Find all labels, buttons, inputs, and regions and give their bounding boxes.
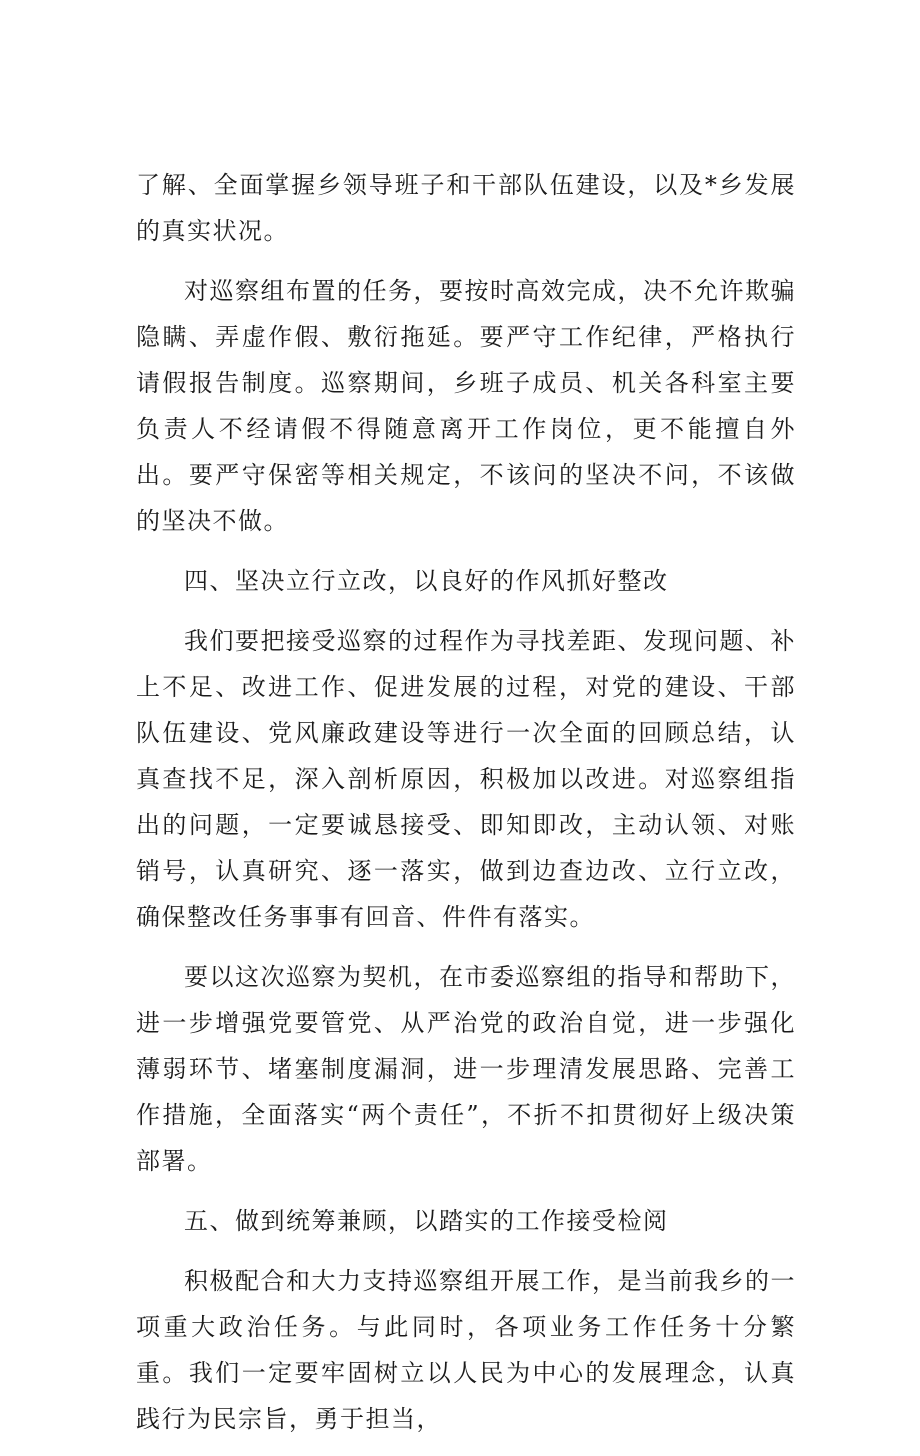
paragraph-rectification: 我们要把接受巡察的过程作为寻找差距、发现问题、补上不足、改进工作、促进发展的过程，对党的建设、干部队伍建设、党风廉政建设等进行一次全面的回顾总结，认真查找不足，深入剖析原因，积极加以改进。对巡察组指出的问题，一定要诚恳接受、即知即改，主动认领、对账销号，认真研究、逐一落实，做到边查边改、立行立改，确保整改任务事事有回音、件件有落实。 <box>136 627 796 931</box>
paragraph-coordination: 积极配合和大力支持巡察组开展工作，是当前我乡的一项重大政治任务。与此同时，各项业务工作任务十分繁重。我们一定要牢固树立以人民为中心的发展理念，认真践行为民宗旨，勇于担当， <box>136 1267 796 1433</box>
paragraph-task-discipline: 对巡察组布置的任务，要按时高效完成，决不允许欺骗隐瞒、弄虚作假、敷衍拖延。要严守工作纪律，严格执行请假报告制度。巡察期间，乡班子成员、机关各科室主要负责人不经请假不得随意离开工作岗位，更不能擅自外出。要严守保密等相关规定，不该问的坚决不问，不该做的坚决不做。 <box>136 277 796 535</box>
paragraph-opportunity: 要以这次巡察为契机，在市委巡察组的指导和帮助下，进一步增强党要管党、从严治党的政治自觉，进一步强化薄弱环节、堵塞制度漏洞，进一步理清发展思路、完善工作措施，全面落实“两个责任”，不折不扣贯彻好上级决策部署。 <box>136 963 796 1175</box>
section-heading-5: 五、做到统筹兼顾，以踏实的工作接受检阅 <box>184 1207 669 1235</box>
section-heading-4: 四、坚决立行立改，以良好的作风抓好整改 <box>184 567 669 595</box>
document-body <box>136 162 796 1456</box>
paragraph-continuation: 了解、全面掌握乡领导班子和干部队伍建设，以及*乡发展的真实状况。 <box>136 171 796 245</box>
